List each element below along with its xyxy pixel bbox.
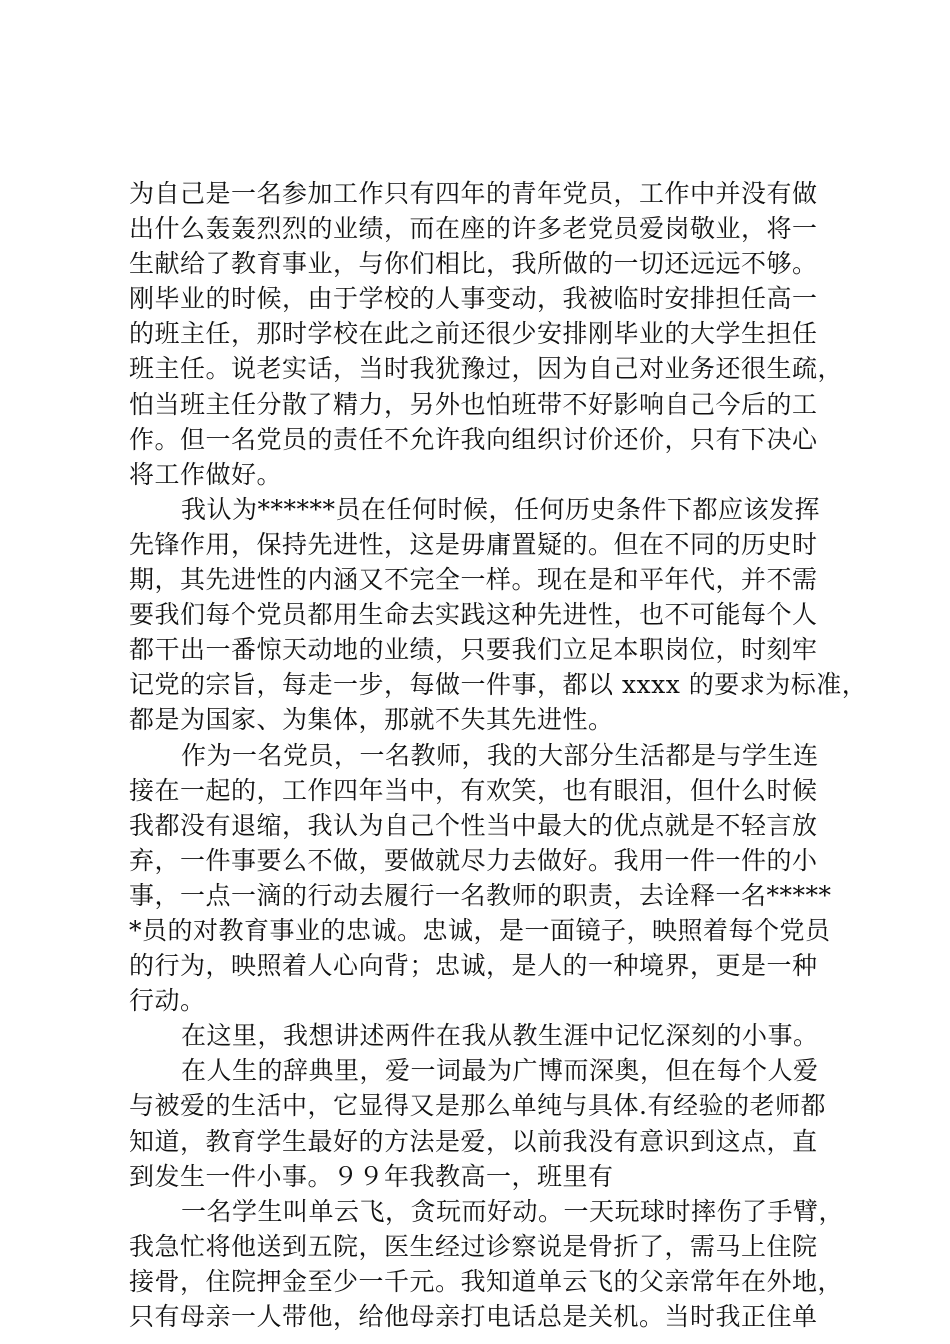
- text-line: 我都没有退缩，我认为自己个性当中最大的优点就是不轻言放: [129, 810, 818, 840]
- text-line: 行动。: [129, 986, 206, 1016]
- text-line: 生献给了教育事业，与你们相比，我所做的一切还远远不够。: [129, 249, 818, 279]
- text-line: 在这里，我想讲述两件在我从教生涯中记忆深刻的小事。: [181, 1021, 819, 1051]
- text-line: 我急忙将他送到五院，医生经过诊察说是骨折了，需马上住院: [129, 1231, 818, 1261]
- text-line: 都是为国家、为集体，那就不失其先进性。: [129, 705, 614, 735]
- text-line: *员的对教育事业的忠诚。忠诚，是一面镜子，映照着每个党员: [129, 915, 831, 945]
- text-line: 先锋作用，保持先进性，这是毋庸置疑的。但在不同的历史时: [129, 529, 818, 559]
- text-line: 在人生的辞典里，爱一词最为广博而深奥，但在每个人爱: [181, 1056, 819, 1086]
- text-line: 接在一起的，工作四年当中，有欢笑，也有眼泪，但什么时候: [129, 775, 818, 805]
- text-line: 一名学生叫单云飞，贪玩而好动。一天玩球时摔伤了手臂，: [181, 1196, 845, 1226]
- text-line: 接骨，住院押金至少一千元。我知道单云飞的父亲常年在外地，: [129, 1266, 844, 1296]
- text-line: 作。但一名党员的责任不允许我向组织讨价还价，只有下决心: [129, 424, 818, 454]
- text-line: 为自己是一名参加工作只有四年的青年党员，工作中并没有做: [129, 179, 818, 208]
- text-line: 到发生一件小事。９９年我教高一，班里有: [129, 1161, 614, 1191]
- text-line: 弃，一件事要么不做，要做就尽力去做好。我用一件一件的小: [129, 845, 818, 875]
- text-line: 班主任。说老实话，当时我犹豫过，因为自己对业务还很生疏，: [129, 354, 844, 384]
- text-line: 期，其先进性的内涵又不完全一样。现在是和平年代，并不需: [129, 565, 818, 595]
- text-line: 记党的宗旨，每走一步，每做一件事，都以 xxxx 的要求为标准，: [129, 670, 868, 700]
- text-line: 要我们每个党员都用生命去实践这种先进性，也不可能每个人: [129, 600, 818, 630]
- text-line: 将工作做好。: [129, 459, 283, 489]
- text-line: 我认为******员在任何时候，任何历史条件下都应该发挥: [181, 494, 821, 524]
- text-line: 出什么轰轰烈烈的业绩，而在座的许多老党员爱岗敬业，将一: [129, 214, 818, 244]
- text-line: 的行为，映照着人心向背；忠诚，是人的一种境界，更是一种: [129, 951, 818, 981]
- text-line: 都干出一番惊天动地的业绩，只要我们立足本职岗位，时刻牢: [129, 635, 818, 665]
- text-line: 刚毕业的时候，由于学校的人事变动，我被临时安排担任高一: [129, 284, 818, 314]
- document-body: [129, 176, 868, 1334]
- text-line: 怕当班主任分散了精力，另外也怕班带不好影响自己今后的工: [129, 389, 818, 419]
- text-line: 的班主任，那时学校在此之前还很少安排刚毕业的大学生担任: [129, 319, 818, 349]
- text-line: 与被爱的生活中，它显得又是那么单纯与具体.有经验的老师都: [129, 1091, 826, 1121]
- text-line: 只有母亲一人带他，给他母亲打电话总是关机。当时我正住单: [129, 1302, 818, 1331]
- text-line: 知道，教育学生最好的方法是爱，以前我没有意识到这点，直: [129, 1126, 818, 1156]
- text-line: 作为一名党员，一名教师，我的大部分生活都是与学生连: [181, 740, 819, 770]
- text-line: 事，一点一滴的行动去履行一名教师的职责，去诠释一名*****: [129, 880, 832, 910]
